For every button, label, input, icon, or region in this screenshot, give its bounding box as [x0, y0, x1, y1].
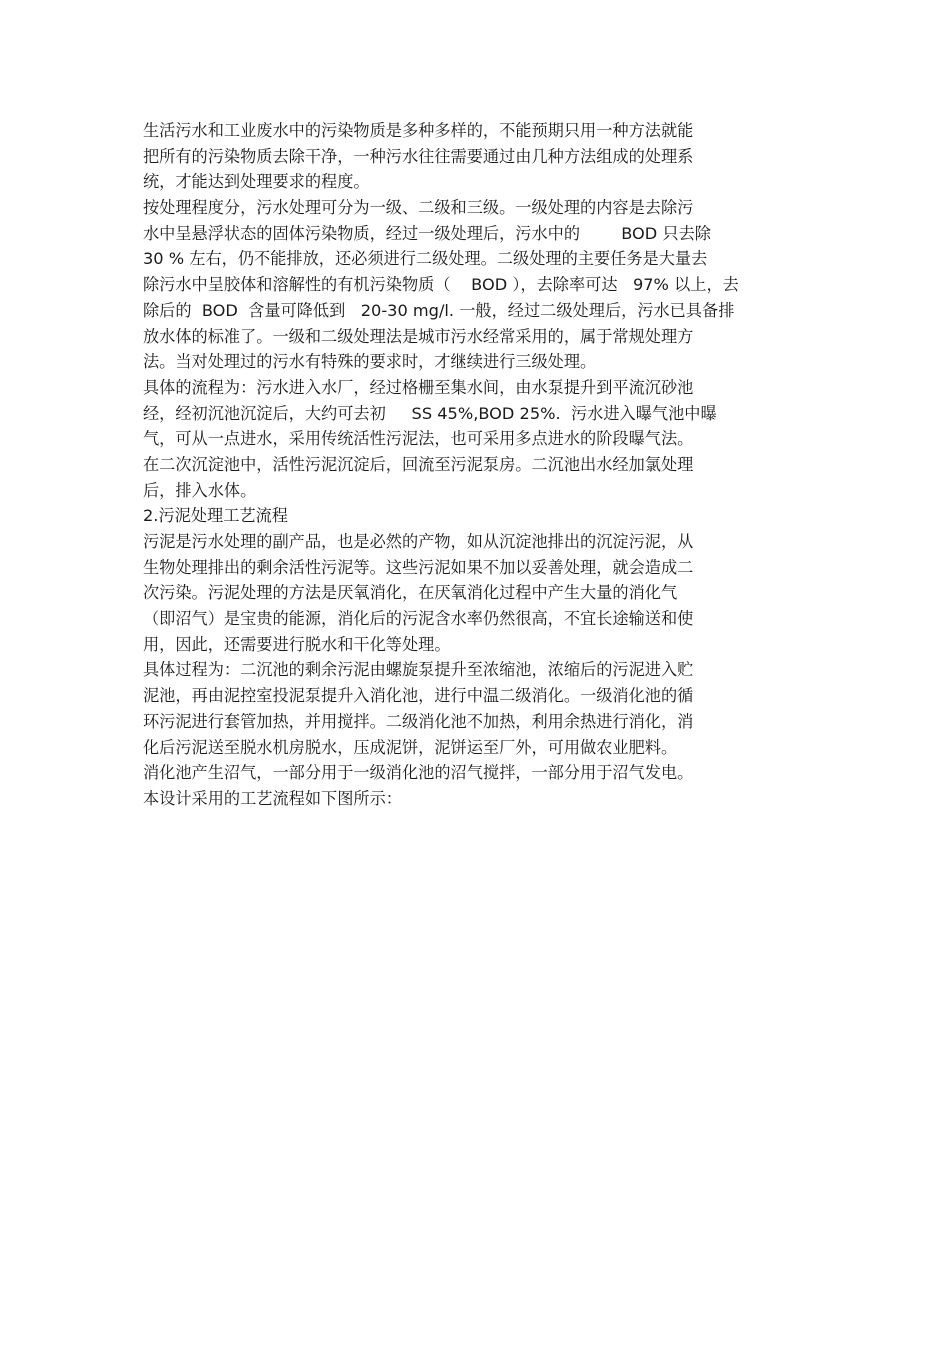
text-line: 污泥是污水处理的副产品，也是必然的产物，如从沉淀池排出的沉淀污泥，从 — [143, 532, 694, 551]
text-line: 用，因此，还需要进行脱水和干化等处理。 — [143, 634, 451, 654]
text-line: 除后的 BOD 含量可降低到 20-30 mg/l. 一般，经过二级处理后，污水已具备排 — [143, 300, 735, 320]
text-line: 法。当对处理过的污水有特殊的要求时，才继续进行三级处理。 — [143, 352, 597, 372]
text-line: 把所有的污染物质去除干净，一种污水往往需要通过由几种方法组成的处理系 — [143, 146, 694, 166]
text-line: 放水体的标准了。一级和二级处理法是城市污水经常采用的，属于常规处理方 — [143, 326, 694, 346]
text-line: 后，排入水体。 — [143, 480, 257, 500]
text-line: 30 % 左右，仍不能排放，还必须进行二级处理。二级处理的主要任务是大量去 — [143, 249, 708, 269]
text-line: 经，经初沉池沉淀后，大约可去初 SS 45%,BOD 25%. 污水进入曝气池中曝 — [143, 403, 717, 423]
text-line: 化后污泥送至脱水机房脱水，压成泥饼，泥饼运至厂外，可用做农业肥料。 — [143, 737, 678, 757]
text-line: 具体的流程为：污水进入水厂，经过格栅至集水间，由水泵提升到平流沉砂池 — [143, 377, 694, 397]
text-line: （即沼气）是宝贵的能源，消化后的污泥含水率仍然很高，不宜长途输送和使 — [143, 609, 694, 629]
text-line: 具体过程为：二沉池的剩余污泥由螺旋泵提升至浓缩池，浓缩后的污泥进入贮 — [143, 660, 694, 680]
text-line: 生活污水和工业废水中的污染物质是多种多样的，不能预期只用一种方法就能 — [143, 121, 694, 140]
text-line: 按处理程度分，污水处理可分为一级、二级和三级。一级处理的内容是去除污 — [143, 198, 694, 218]
body-text — [143, 118, 823, 812]
text-line: 泥池，再由泥控室投泥泵提升入消化池，进行中温二级消化。一级消化池的循 — [143, 686, 694, 706]
text-line: 统，才能达到处理要求的程度。 — [143, 172, 370, 192]
text-line: 水中呈悬浮状态的固体污染物质，经过一级处理后，污水中的 BOD 只去除 — [143, 223, 711, 243]
text-line: 生物处理排出的剩余活性污泥等。这些污泥如果不加以妥善处理，就会造成二 — [143, 557, 694, 577]
text-line: 气，可从一点进水，采用传统活性污泥法，也可采用多点进水的阶段曝气法。 — [143, 429, 694, 449]
section-heading: 2.污泥处理工艺流程 — [143, 506, 288, 526]
text-line: 次污染。污泥处理的方法是厌氧消化，在厌氧消化过程中产生大量的消化气 — [143, 583, 678, 603]
text-line: 消化池产生沼气，一部分用于一级消化池的沼气搅拌，一部分用于沼气发电。 — [143, 763, 694, 783]
text-line: 本设计采用的工艺流程如下图所示： — [143, 788, 402, 808]
text-line: 环污泥进行套管加热，并用搅拌。二级消化池不加热，利用余热进行消化，消 — [143, 711, 694, 731]
text-line: 在二次沉淀池中，活性污泥沉淀后，回流至污泥泵房。二沉池出水经加氯处理 — [143, 454, 694, 474]
text-line: 除污水中呈胶体和溶解性的有机污染物质（ BOD ），去除率可达 97% 以上，去 — [143, 275, 739, 295]
